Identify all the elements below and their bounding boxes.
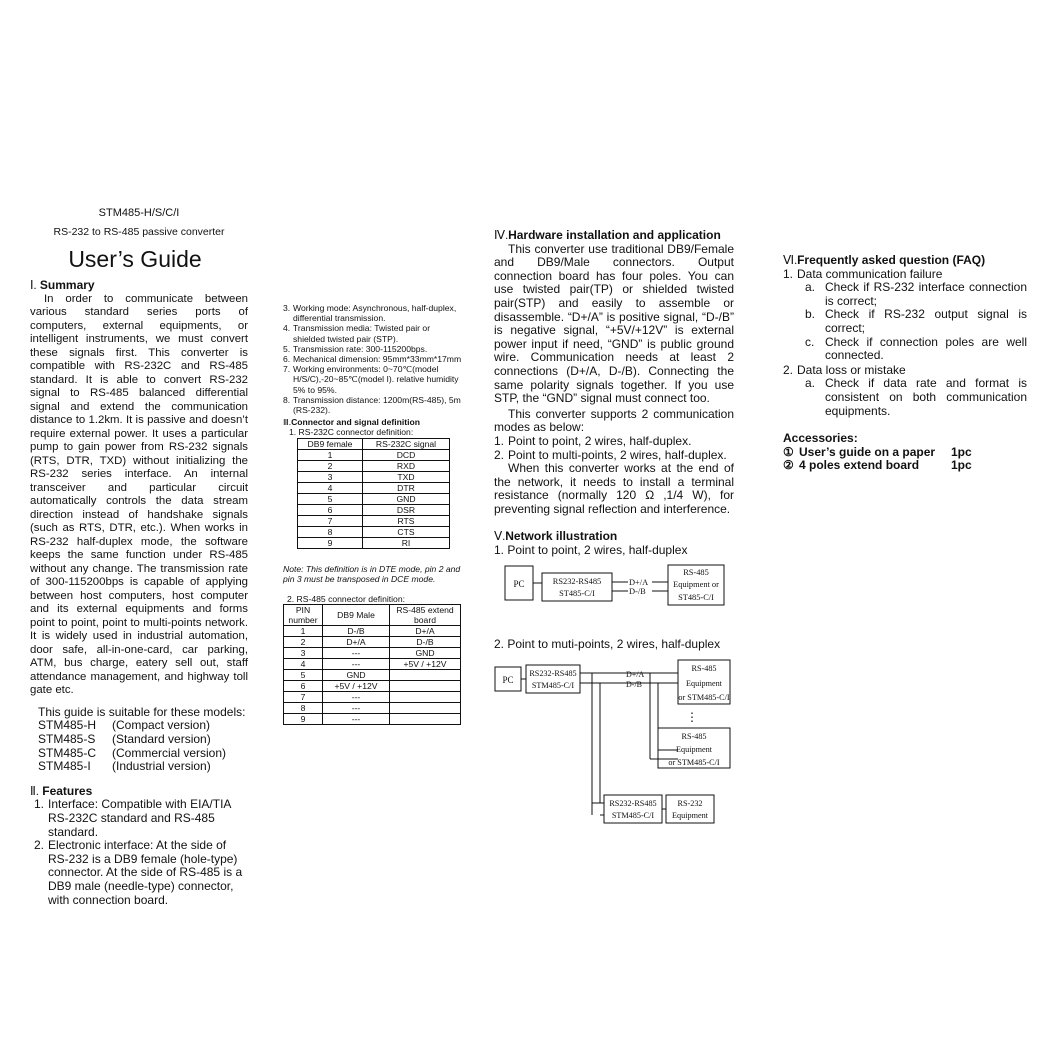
table-cell <box>390 714 461 725</box>
faq-group: 1. Data communication failure a. Check if RS-232 interface connection is correct; b. Check if RS-232 output signal is correct; c. Check if connection poles are well connected. <box>783 266 1027 363</box>
mode-item: 2. Point to multi-points, 2 wires, half-duplex. <box>494 447 727 462</box>
table-row <box>298 482 450 493</box>
table-cell: 3 <box>298 471 363 482</box>
wire-da: D+/A <box>626 670 645 679</box>
model-row <box>38 760 226 774</box>
feature-item: 4. Transmission media: Twisted pair or shielded twisted pair (STP). <box>283 323 431 344</box>
table-cell: DTR <box>363 482 450 493</box>
point-to-point-diagram <box>500 560 740 610</box>
table-cell: --- <box>323 692 390 703</box>
table-cell: +5V / +12V <box>323 681 390 692</box>
model-desc: (Industrial version) <box>112 759 211 774</box>
pc-label: PC <box>502 675 514 685</box>
model-line: STM485-H/S/C/I <box>98 207 180 219</box>
converter-label: RS232-RS485 <box>552 577 602 586</box>
equipment-label: RS-485 <box>691 664 717 673</box>
feature-item: 8. Transmission distance: 1200m(RS-485), 5m (RS-232). <box>283 394 461 416</box>
faq-item: c. Check if connection poles are well connected. <box>805 334 1027 363</box>
feature-item: 7. Working environments: 0~70℃(model H/S/C),-20~85℃(model I). relative humidity 5% to 95%. <box>283 364 459 395</box>
table-cell: 1 <box>298 449 363 460</box>
table-header: DB9 Male <box>323 605 390 626</box>
table-cell: --- <box>323 659 390 670</box>
table-cell: 4 <box>284 659 323 670</box>
table-row <box>284 670 461 681</box>
equipment-label: Equipment or <box>673 580 719 589</box>
network-heading: Ⅴ.Network illustration <box>494 529 618 544</box>
subtitle-line: RS-232 to RS-485 passive converter <box>53 225 225 238</box>
table-cell: 5 <box>298 493 363 504</box>
column-4 <box>783 254 1027 473</box>
model-row <box>38 747 226 761</box>
rs485-connector-table <box>283 604 461 725</box>
column-1 <box>30 207 248 907</box>
table-cell: 2 <box>298 460 363 471</box>
table-cell: 6 <box>298 504 363 515</box>
equipment-label: Equipment <box>676 745 712 754</box>
converter-model: ST485-C/I <box>559 589 595 598</box>
table-cell: D+/A <box>323 637 390 648</box>
table-cell: 7 <box>284 692 323 703</box>
table-header: DB9 female <box>298 438 363 449</box>
table-cell: 8 <box>298 526 363 537</box>
converter-label: RS232-RS485 <box>529 669 577 678</box>
rs232-label: RS-232 <box>677 799 703 808</box>
table-cell: TXD <box>363 471 450 482</box>
model-name: STM485-I <box>38 759 91 774</box>
faq-group: 2. Data loss or mistake a. Check if data rate and format is consistent on both communication equipments. <box>783 362 1027 418</box>
rs232-connector-table <box>297 438 450 549</box>
column-2 <box>283 303 463 725</box>
model-desc: (Standard version) <box>112 731 211 746</box>
table-cell: 9 <box>284 714 323 725</box>
ellipsis-icon: ⋮ <box>686 710 698 724</box>
dte-note: Note: This definition is in DTE mode, pin 2 and pin 3 must be transposed in DCE mode. <box>283 563 461 584</box>
table-header: RS-232C signal <box>363 438 450 449</box>
feature-item: 6. Mechanical dimension: 95mm*33mm*17mm <box>283 354 462 365</box>
table-cell: 4 <box>298 482 363 493</box>
table-cell <box>390 670 461 681</box>
table-row <box>284 692 461 703</box>
table-cell: RTS <box>363 515 450 526</box>
table-cell: 1 <box>284 626 323 637</box>
equipment-label: ST485-C/I <box>678 593 714 602</box>
table-cell: 9 <box>298 537 363 548</box>
table-row <box>298 504 450 515</box>
pc-label: PC <box>513 579 525 589</box>
table-cell: RI <box>363 537 450 548</box>
table-cell: GND <box>323 670 390 681</box>
model-name: STM485-C <box>38 745 97 760</box>
features-list-cont <box>283 303 463 415</box>
table-cell: --- <box>323 703 390 714</box>
table-row <box>298 515 450 526</box>
table-row <box>298 493 450 504</box>
converter-label: RS232-RS485 <box>609 799 657 808</box>
table-cell: D+/A <box>390 626 461 637</box>
table-row <box>298 449 450 460</box>
table-row <box>284 714 461 725</box>
table-cell: 6 <box>284 681 323 692</box>
column-3 <box>494 229 734 558</box>
wire-db: D-/B <box>626 680 642 689</box>
table-cell: DCD <box>363 449 450 460</box>
table-cell <box>390 681 461 692</box>
page-title: User’s Guide <box>68 246 202 273</box>
table-cell: 3 <box>284 648 323 659</box>
features-heading: Ⅱ. Features <box>30 783 93 798</box>
table1-caption: 1. RS-232C connector definition: <box>289 427 414 438</box>
feature-item: 5. Transmission rate: 300-115200bps. <box>283 343 428 354</box>
feature-item: 1. Interface: Compatible with EIA/TIA RS-232C standard and RS-485 standard. <box>34 797 231 839</box>
models-table <box>38 719 226 773</box>
modes-list <box>494 435 734 462</box>
table-cell: 2 <box>284 637 323 648</box>
equipment-label: RS-485 <box>683 568 709 577</box>
table-cell: --- <box>323 648 390 659</box>
table-row <box>298 526 450 537</box>
hardware-para1: This converter use traditional DB9/Female and DB9/Male connectors. Output connection board has four poles. You can use twisted pair(TP) or shielded twisted pair(STP) and easily to assemble or disassemble. “D+/A” is positive signal, “D-/B” is negative signal, “+5V/+12V” is external power input if need, “GND” is public ground wire. Communication needs at least 2 connections (D+/A, D-/B). Connecting the same polarity signals together. If you use STP, the “GND” signal must connect too. <box>494 241 734 406</box>
table-row <box>284 703 461 714</box>
table-row <box>284 626 461 637</box>
faq-item: b. Check if RS-232 output signal is correct; <box>805 307 1027 335</box>
feature-item: 2. Electronic interface: At the side of RS-232 is a DB9 female (hole-type) connector. At the side of RS-485 is a DB9 male (needle-type) connector, with connection board. <box>34 838 243 907</box>
table-cell: +5V / +12V <box>390 659 461 670</box>
table-cell: 8 <box>284 703 323 714</box>
table-cell: --- <box>323 714 390 725</box>
faq-item: a. Check if data rate and format is consistent on both communication equipments. <box>805 376 1027 418</box>
faq-item: a. Check if RS-232 interface connection is correct; <box>805 280 1027 308</box>
table-cell: CTS <box>363 526 450 537</box>
table-cell: DSR <box>363 504 450 515</box>
table-cell: RXD <box>363 460 450 471</box>
multi-point-diagram <box>490 655 740 830</box>
table-row <box>284 681 461 692</box>
table-row <box>284 637 461 648</box>
hardware-para3: When this converter works at the end of the network, it needs to install a terminal resistance (normally 120 Ω ,1/4 W), for preventing signal reflection and interference. <box>494 461 734 516</box>
summary-heading: Ⅰ. Summary <box>30 278 95 293</box>
model-row <box>38 733 226 747</box>
summary-body: In order to communicate between various standard series ports of computers, external equipments, or intelligent instruments, we must convert these signals first. This converter is compatible with RS-232C and RS-485 standard. It is able to convert RS-232 signal to RS-485 balanced differential signal and extend the communication distance to 1.2km. It is passive and doesn’t require external power. It uses a particular pump to gain power from RS-232 signals (RTS, DTR, TXD) without initializing the RS-232 series interface. An internal transceiver and particular circuit automatically controls the data stream direction instead of handshake signals (such as RTS, DTR, etc.). When works in RS-232 half-duplex mode, the software keeps the same function under RS-485 without any change. The transmission rate of 300-115200bps is capable of applying between host computers, host computer and its external equipments and forms point to point, point to multi-points network. It is widely used in industrial automation, door safe, all-in-one-card, car parking, ATM, bus charge, eatery sell out, staff attendance management, and highway toll gate etc. <box>30 292 248 697</box>
equipment-label: or STM485-C/I <box>668 758 720 767</box>
model-row <box>38 719 226 733</box>
table-row <box>284 648 461 659</box>
table-header: RS-485 extend board <box>390 605 461 626</box>
equipment-label: or STM485-C/I <box>678 693 730 702</box>
converter-model: STM485-C/I <box>611 811 655 820</box>
table-cell <box>390 703 461 714</box>
table-cell: 5 <box>284 670 323 681</box>
converter-model: STM485-C/I <box>531 681 575 690</box>
models-intro: This guide is suitable for these models: <box>38 704 246 719</box>
network-caption-2: 2. Point to muti-points, 2 wires, half-duplex <box>494 637 721 651</box>
table-cell: GND <box>363 493 450 504</box>
model-name: STM485-H <box>38 718 97 733</box>
model-desc: (Compact version) <box>112 718 211 733</box>
accessory-item: ① User’s guide on a paper 1pc <box>783 444 972 459</box>
mode-item: 1. Point to point, 2 wires, half-duplex. <box>494 433 692 448</box>
table-cell: 7 <box>298 515 363 526</box>
accessory-item: ② 4 poles extend board 1pc <box>783 458 972 473</box>
table-cell: GND <box>390 648 461 659</box>
table-row <box>298 460 450 471</box>
table-cell <box>390 692 461 703</box>
table-row <box>298 471 450 482</box>
table-cell: D-/B <box>390 637 461 648</box>
hardware-para2: This converter supports 2 communication modes as below: <box>494 406 734 435</box>
equipment-label: Equipment <box>686 679 722 688</box>
connector-heading: Ⅲ.Connector and signal definition <box>283 417 420 428</box>
feature-item: 3. Working mode: Asynchronous, half-duplex, differential transmission. <box>283 303 457 324</box>
model-desc: (Commercial version) <box>112 745 227 760</box>
features-list-main <box>34 798 248 907</box>
model-name: STM485-S <box>38 731 96 746</box>
table-row <box>284 659 461 670</box>
table2-caption: 2. RS-485 connector definition: <box>287 594 405 605</box>
equipment-label: Equipment <box>672 811 708 820</box>
accessories-heading: Accessories: <box>783 431 858 446</box>
network-caption-1: 1. Point to point, 2 wires, half-duplex <box>494 543 688 558</box>
table-header: PIN number <box>284 605 323 626</box>
equipment-label: RS-485 <box>681 732 707 741</box>
hardware-heading: Ⅳ.Hardware installation and application <box>494 228 721 242</box>
wire-da: D+/A <box>629 578 649 587</box>
wire-db: D-/B <box>629 587 646 596</box>
table-row <box>298 537 450 548</box>
faq-heading: Ⅵ.Frequently asked question (FAQ) <box>783 253 986 267</box>
table-cell: D-/B <box>323 626 390 637</box>
